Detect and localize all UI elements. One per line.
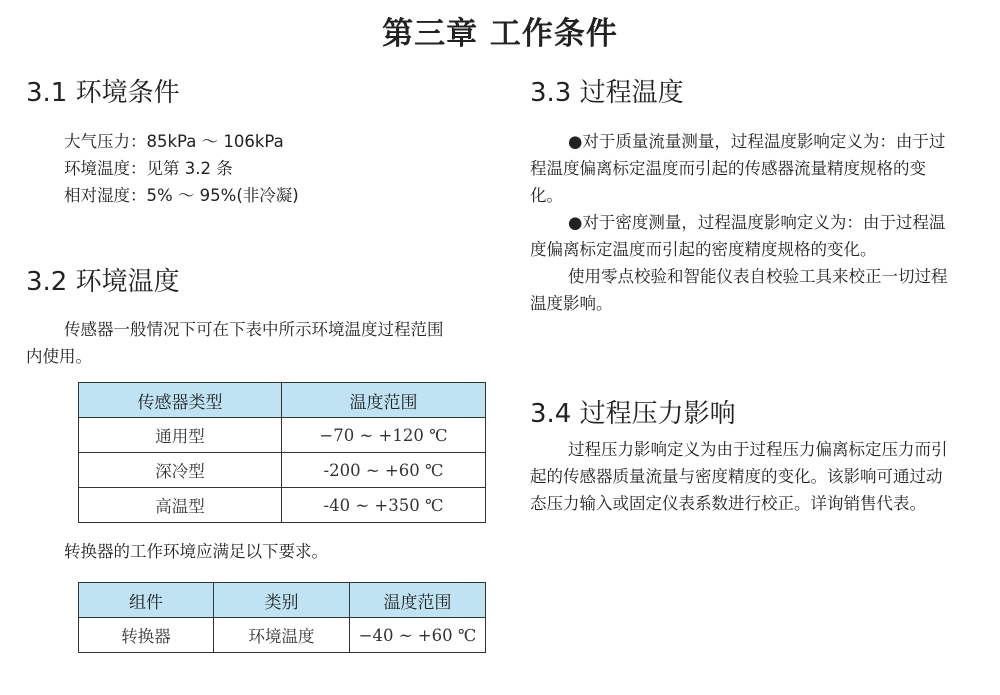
header-sensor-type: 传感器类型	[79, 383, 282, 418]
table-row	[79, 618, 486, 653]
temp-range-cell: -40 ~ +350 ℃	[282, 488, 486, 523]
pressure-line: 大气压力：85kPa ～ 106kPa	[64, 132, 284, 151]
ambient-temp-line: 环境温度：见第 3.2 条	[64, 159, 233, 178]
section-3-3-heading: 3.3 过程温度	[530, 78, 684, 108]
temp-range-cell: −70 ~ +120 ℃	[282, 418, 486, 453]
process-pressure-line-2: 起的传感器质量流量与密度精度的变化。该影响可通过动	[530, 467, 943, 486]
temp-range-cell: −40 ~ +60 ℃	[350, 618, 486, 653]
sensor-type-cell: 通用型	[79, 418, 282, 453]
process-temp-line-5: 度偏离标定温度而引起的密度精度规格的变化。	[530, 240, 877, 259]
process-pressure-line-3: 态压力输入或固定仪表系数进行校正。详询销售代表。	[530, 494, 926, 513]
header-temp-range: 温度范围	[282, 383, 486, 418]
section-3-2-heading: 3.2 环境温度	[26, 267, 180, 297]
process-temp-line-6: 使用零点校验和智能仪表自校验工具来校正一切过程	[568, 267, 948, 286]
process-temp-line-2: 程温度偏离标定温度而引起的传感器流量精度规格的变	[530, 159, 926, 178]
chapter-title: 第三章 工作条件	[382, 16, 618, 52]
section-3-1-heading: 3.1 环境条件	[26, 78, 180, 108]
section-3-4-heading: 3.4 过程压力影响	[530, 399, 736, 429]
process-temp-line-1: ●对于质量流量测量，过程温度影响定义为：由于过	[568, 132, 946, 151]
converter-requirement-text: 转换器的工作环境应满足以下要求。	[64, 542, 328, 561]
process-temp-line-7: 温度影响。	[530, 294, 613, 313]
header-component: 组件	[79, 583, 214, 618]
table-row	[79, 453, 486, 488]
humidity-line: 相对湿度：5% ～ 95%(非冷凝)	[64, 186, 299, 205]
sensor-type-cell: 深冷型	[79, 453, 282, 488]
section-3-2-para-line-2: 内使用。	[26, 347, 92, 366]
converter-temp-table	[78, 582, 486, 653]
category-cell: 环境温度	[214, 618, 350, 653]
process-temp-line-3: 化。	[530, 186, 563, 205]
table-row	[79, 488, 486, 523]
table-header-row	[79, 383, 486, 418]
header-temp-range: 温度范围	[350, 583, 486, 618]
header-category: 类别	[214, 583, 350, 618]
section-3-2-para-line-1: 传感器一般情况下可在下表中所示环境温度过程范围	[64, 320, 444, 339]
process-pressure-line-1: 过程压力影响定义为由于过程压力偏离标定压力而引	[568, 440, 948, 459]
table-row	[79, 418, 486, 453]
process-temp-line-4: ●对于密度测量，过程温度影响定义为：由于过程温	[568, 213, 946, 232]
sensor-temp-table	[78, 382, 486, 523]
sensor-type-cell: 高温型	[79, 488, 282, 523]
table-header-row	[79, 583, 486, 618]
component-cell: 转换器	[79, 618, 214, 653]
temp-range-cell: -200 ~ +60 ℃	[282, 453, 486, 488]
